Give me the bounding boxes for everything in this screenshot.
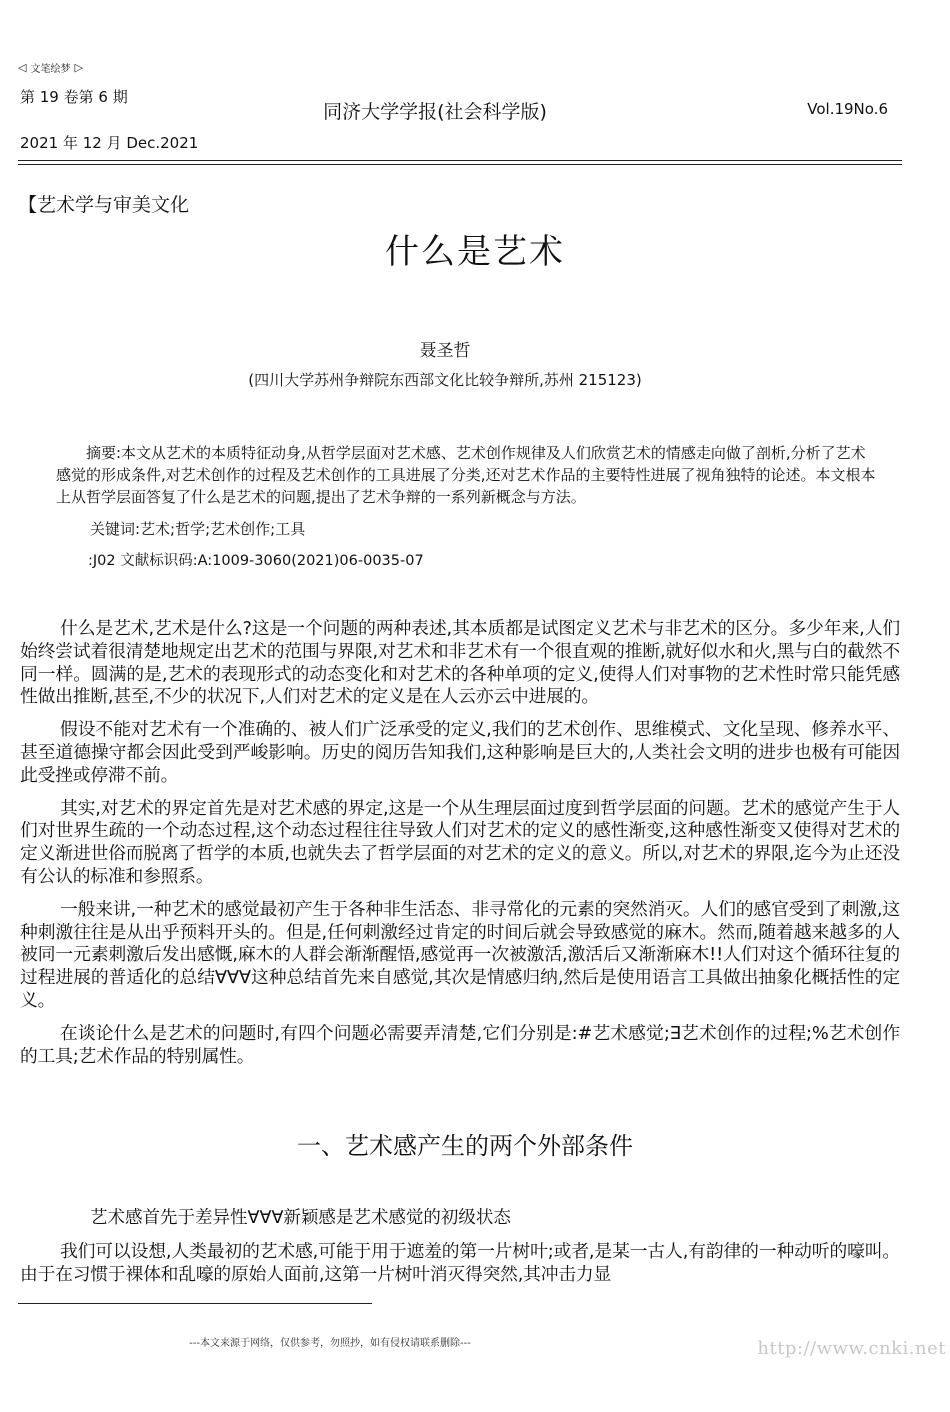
abstract: 摘要:本文从艺术的本质特征动身,从哲学层面对艺术感、艺术创作规律及人们欣赏艺术的情感走向做了剖析,分析了艺术感觉的形成条件,对艺术创作的过程及艺术创作的工具进展了分类,还对艺术作品的主要特性进展了视角独特的论述。本文根本上从哲学层面答复了什么是艺术的问题,提出了艺术争辩的一系列新概念与方法。 — [56, 444, 876, 506]
top-watermark — [18, 60, 83, 75]
keywords: 关键词:艺术;哲学;艺术创作;工具 — [90, 520, 306, 538]
header-rule-top — [18, 160, 902, 161]
body-paragraph: 什么是艺术,艺术是什么?这是一个问题的两种表述,其本质都是试图定义艺术与非艺术的区分。多少年来,人们始终尝试着很清楚地规定出艺术的范围与界限,对艺术和非艺术有一个很直观的推断,就好似水和火,黑与白的截然不同一样。圆满的是,艺术的表现形式的动态变化和对艺术的各种单项的定义,使得人们对事物的艺术性时常只能凭感性做出推断,甚至,不少的状况下,人们对艺术的定义是在人云亦云中进展的。 — [20, 618, 900, 708]
classification-code: :J02 文献标识码:A:1009-3060(2021)06-0035-07 — [88, 553, 424, 569]
journal-title: 同济大学学报(社会科学版) — [323, 101, 547, 123]
column-label: 【艺术学与审美文化 — [18, 194, 190, 216]
volume-number: Vol.19No.6 — [807, 100, 888, 118]
body-paragraph: 一般来讲,一种艺术的感觉最初产生于各种非生活态、非寻常化的元素的突然消灭。人们的感官受到了刺激,这种刺激往往是从出乎预料开头的。但是,任何刺激经过肯定的时间后就会导致感觉的麻木。然而,随着越来越多的人被同一元素刺激后发出感慨,麻木的人群会渐渐醒悟,感觉再一次被激活,激活后又渐渐麻木!!人们对这个循环往复的过程进展的普适化的总结∀∀∀这种总结首先来自感觉,其次是情感归纳,然后是使用语言工具做出抽象化概括性的定义。 — [20, 898, 900, 1011]
article-body — [20, 618, 900, 1078]
publication-date: 2021 年 12 月 Dec.2021 — [20, 134, 199, 152]
issue-number: 第 19 卷第 6 期 — [20, 88, 128, 106]
author-affiliation: (四川大学苏州争辩院东西部文化比较争辩所,苏州 215123) — [248, 371, 642, 389]
watermark-text: 文笔绘梦 — [30, 64, 71, 75]
body-paragraph: 我们可以设想,人类最初的艺术感,可能于用于遮羞的第一片树叶;或者,是某一古人,有韵律的一种动听的嚎叫。由于在习惯于裸体和乱嚎的原始人面前,这第一片树叶消灭得突然,其冲击力显 — [20, 1241, 900, 1285]
triangle-left-icon: ◁ — [18, 61, 27, 74]
header-rule-bottom — [18, 164, 902, 165]
footer-notice: ---本文来源于网络，仅供参考，勿照抄，如有侵权请联系删除--- — [189, 1338, 471, 1349]
section-heading: 一、艺术感产生的两个外部条件 — [297, 1132, 633, 1160]
article-title: 什么是艺术 — [385, 232, 565, 272]
cnki-watermark: http://www.cnki.net — [757, 1338, 946, 1359]
body-paragraph: 在谈论什么是艺术的问题时,有四个问题必需要弄清楚,它们分别是:#艺术感觉;∃艺术创作的过程;%艺术创作的工具;艺术作品的特别属性。 — [20, 1022, 900, 1067]
subheading: 艺术感首先于差异性∀∀∀新颖感是艺术感觉的初级状态 — [90, 1208, 511, 1228]
author-name: 聂圣哲 — [419, 341, 471, 361]
triangle-right-icon: ▷ — [74, 61, 83, 74]
body-paragraph: 假设不能对艺术有一个准确的、被人们广泛承受的定义,我们的艺术创作、思维模式、文化呈现、修养水平、甚至道德操守都会因此受到严峻影响。历史的阅历告知我们,这种影响是巨大的,人类社会文明的进步也极有可能因此受挫或停滞不前。 — [20, 719, 900, 786]
footnote-rule — [18, 1303, 372, 1304]
body-paragraph: 其实,对艺术的界定首先是对艺术感的界定,这是一个从生理层面过度到哲学层面的问题。艺术的感觉产生于人们对世界生疏的一个动态过程,这个动态过程往往导致人们对艺术的定义的感性渐变,这种感性渐变又使得对艺术的定义渐进世俗而脱离了哲学的本质,也就失去了哲学层面的对艺术的定义的意义。所以,对艺术的界限,迄今为止还没有公认的标准和参照系。 — [20, 797, 900, 887]
